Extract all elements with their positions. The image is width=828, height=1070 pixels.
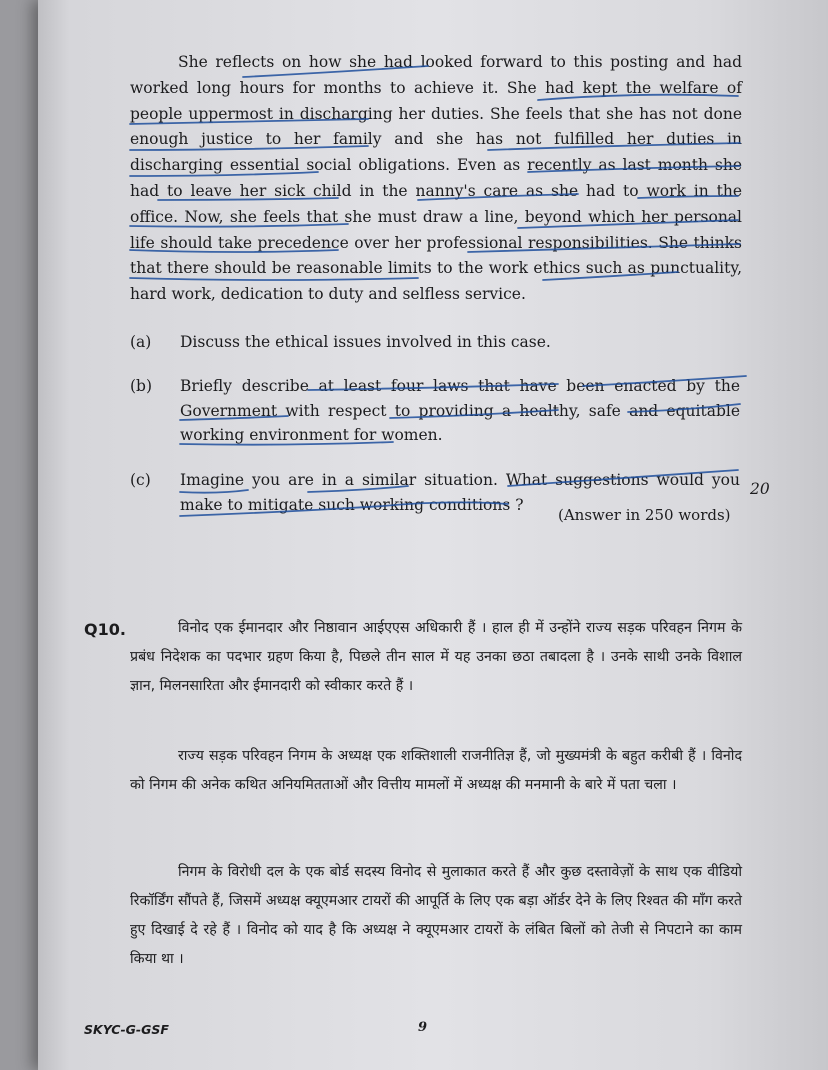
question-b-text: Briefly describe at least four laws that have been enacted by the Government with respect to providing a healthy, safe and equitable working environment for women. [180, 377, 740, 444]
question-c-letter: (c) [130, 471, 151, 489]
q10-paragraph-3: निगम के विरोधी दल के एक बोर्ड सदस्य विनोद से मुलाकात करते हैं और कुछ दस्तावेज़ों के साथ एक वीडियो रिकॉर्डिंग सौंपते हैं, जिसमें अध्यक्ष क्यूएमआर टायरों की आपूर्ति के लिए एक बड़ा ऑर्डर देने के लिए रिश्वत की माँग करते हुए दिखाई दे रहे हैं । विनोद को याद है कि अध्यक्ष ने क्यूएमआर टायरों के लंबित बिलों को तेजी से निपटाने का काम किया था । [130, 864, 742, 967]
q10-paragraph-1: विनोद एक ईमानदार और निष्ठावान आईएएस अधिकारी हैं । हाल ही में उन्होंने राज्य सड़क परिवहन निगम के प्रबंध निदेशक का पदभार ग्रहण किया है, पिछले तीन साल में यह उनका छठा तबादला है । उनके साथी उनके विशाल ज्ञान, मिलनसारिता और ईमानदारी को स्वीकार करते हैं । [130, 620, 742, 694]
question-c-text: Imagine you are in a similar situation. What suggestions would you make to mitigate such working conditions ? [180, 471, 740, 514]
question-a [130, 330, 750, 356]
exam-page [38, 0, 828, 1070]
page-number: 9 [418, 1020, 428, 1035]
question-a-text: Discuss the ethical issues involved in this case. [180, 333, 551, 351]
question-a-letter: (a) [130, 333, 152, 351]
marks-label: 20 [750, 480, 770, 498]
question-b [130, 374, 750, 450]
q10-paragraph-2: राज्य सड़क परिवहन निगम के अध्यक्ष एक शक्तिशाली राजनीतिज्ञ हैं, जो मुख्यमंत्री के बहुत करीबी हैं । विनोद को निगम की अनेक कथित अनियमितताओं और वित्तीय मामलों में अध्यक्ष की मनमानी के बारे में पता चला । [130, 748, 742, 793]
case-passage: She reflects on how she had looked forward to this posting and had worked long hours for months to achieve it. She had kept the welfare of people uppermost in discharging her duties. She feels that she has not done enough justice to her family and she has not fulfilled her duties in discharging essential social obligations. Even as recently as last month she had to leave her sick child in the nanny's care as she had to work in the office. Now, she feels that she must draw a line, beyond which her personal life should take precedence over her professional responsibilities. She thinks that there should be reasonable limits to the work ethics such as punctuality, hard work, dedication to duty and selfless service. [130, 53, 742, 304]
answer-limit: (Answer in 250 words) [558, 506, 731, 524]
paper-code: SKYC-G-GSF [84, 1022, 169, 1037]
question-number: Q10. [84, 620, 126, 639]
question-b-letter: (b) [130, 377, 153, 395]
